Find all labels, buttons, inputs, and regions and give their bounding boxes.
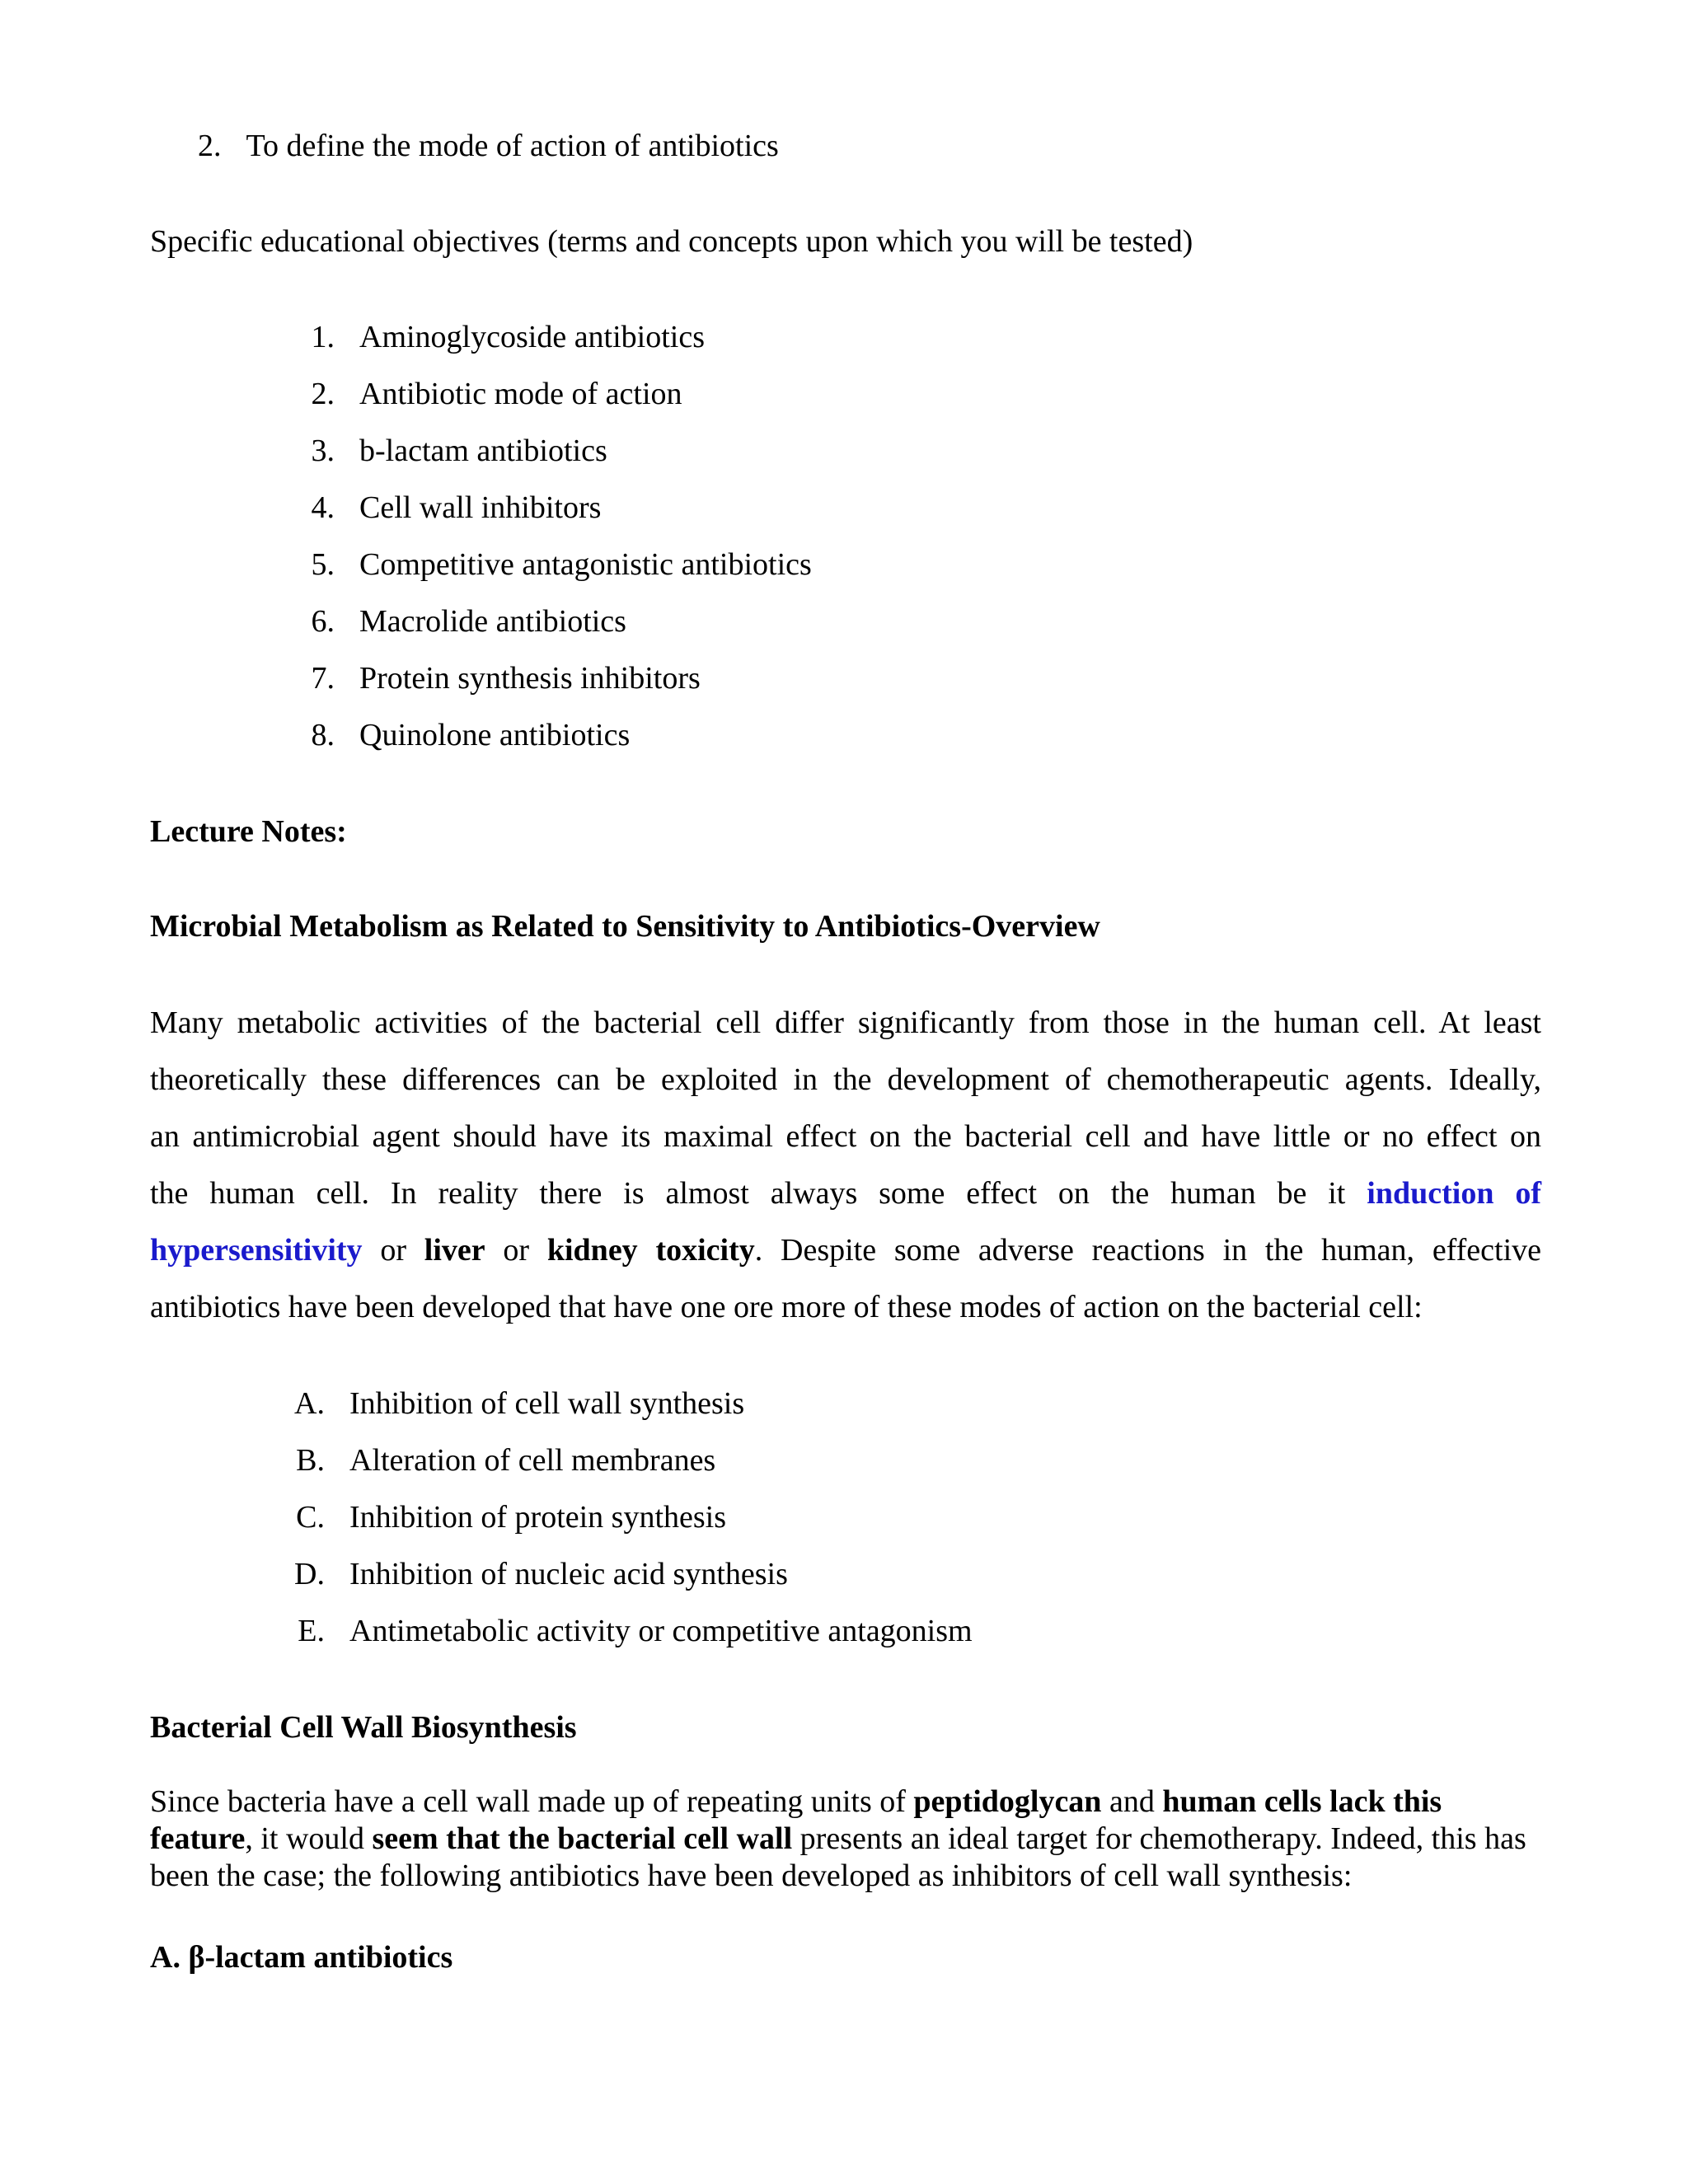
emphasis-liver: liver xyxy=(424,1233,485,1268)
highlight-hypersensitivity: hypersensitivity xyxy=(150,1233,363,1268)
objective-item-number: 2. xyxy=(198,129,222,163)
lecture-notes-heading: Lecture Notes: xyxy=(150,814,347,849)
beta-lactam-heading: A. β-lactam antibiotics xyxy=(150,1940,453,1975)
objectives-list-item: 7. Protein synthesis inhibitors xyxy=(311,661,701,696)
objectives-list-item: 8. Quinolone antibiotics xyxy=(311,718,631,752)
emphasis-human-cells: human cells lack this feature xyxy=(150,1784,1442,1856)
paragraph-line: Many metabolic activities of the bacterial cell differ significantly from those in the human cell. At least xyxy=(150,1005,1541,1040)
cell-wall-paragraph: Since bacteria have a cell wall made up of repeating units of peptidoglycan and human cells lack this feature, it would seem that the bacterial cell wall presents an ideal target for chemotherapy. Indeed, this has been the case; the following antibiotics have been developed as inhibitors of cell wall synthesis: xyxy=(150,1784,1526,1893)
objectives-list-item: 6. Macrolide antibiotics xyxy=(311,604,626,639)
emphasis-cell-wall: seem that the bacterial cell wall xyxy=(372,1821,793,1856)
modes-list-item: B. Alteration of cell membranes xyxy=(296,1443,716,1478)
paragraph-line: hypersensitivity or liver or kidney toxicity. Despite some adverse reactions in the human, effective xyxy=(150,1233,1542,1268)
emphasis-kidney-toxicity: kidney toxicity xyxy=(546,1233,755,1268)
paragraph-line: theoretically these differences can be exploited in the development of chemotherapeutic agents. Ideally, xyxy=(150,1062,1541,1097)
objectives-list-item: 5. Competitive antagonistic antibiotics xyxy=(311,547,812,582)
paragraph-line: antibiotics have been developed that have one ore more of these modes of action on the bacterial cell: xyxy=(150,1290,1423,1324)
objectives-list-item: 4. Cell wall inhibitors xyxy=(311,490,602,525)
objective-item xyxy=(198,130,779,162)
modes-list-item: A. Inhibition of cell wall synthesis xyxy=(294,1386,745,1421)
objective-item-text: To define the mode of action of antibiotics xyxy=(246,129,779,163)
objectives-list-item: 2. Antibiotic mode of action xyxy=(311,377,682,411)
modes-list-item: C. Inhibition of protein synthesis xyxy=(296,1500,727,1535)
cell-wall-heading: Bacterial Cell Wall Biosynthesis xyxy=(150,1710,577,1745)
paragraph-line: the human cell. In reality there is almost always some effect on the human be it induction of xyxy=(150,1176,1542,1211)
objectives-list-item: 1. Aminoglycoside antibiotics xyxy=(311,320,706,354)
objectives-list-item: 3. b-lactam antibiotics xyxy=(311,434,607,468)
overview-heading: Microbial Metabolism as Related to Sensitivity to Antibiotics-Overview xyxy=(150,909,1100,944)
modes-list-item: D. Inhibition of nucleic acid synthesis xyxy=(294,1557,788,1591)
modes-list-item: E. Antimetabolic activity or competitive antagonism xyxy=(298,1614,973,1648)
highlight-induction: induction of xyxy=(1367,1176,1542,1211)
emphasis-peptidoglycan: peptidoglycan xyxy=(913,1784,1102,1819)
specific-objectives-heading: Specific educational objectives (terms and concepts upon which you will be tested) xyxy=(150,224,1193,259)
paragraph-line: an antimicrobial agent should have its maximal effect on the bacterial cell and have little or no effect on xyxy=(150,1119,1541,1154)
